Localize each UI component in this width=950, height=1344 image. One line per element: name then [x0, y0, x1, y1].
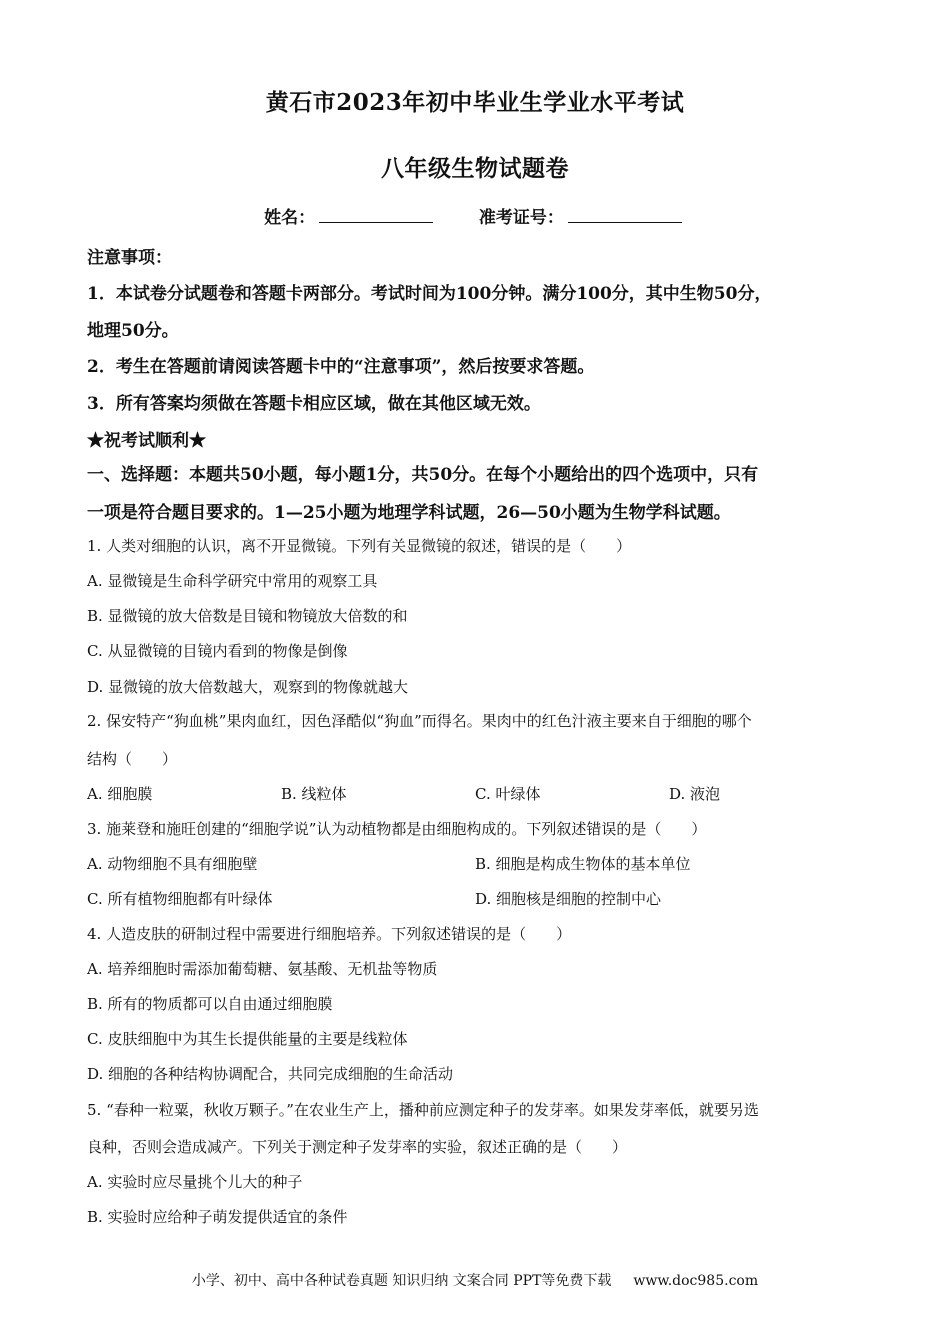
exam-title: 黄石市2023年初中毕业生学业水平考试: [265, 89, 685, 116]
question-1-option-d: D. 显微镜的放大倍数越大，观察到的物像就越大: [87, 678, 409, 696]
question-2-option-b: B. 线粒体: [281, 785, 347, 803]
question-5-stem-cont: 良种，否则会造成减产。下列关于测定种子发芽率的实验，叙述正确的是（ ）: [87, 1138, 628, 1156]
footer-link[interactable]: www.doc985.com: [633, 1273, 759, 1289]
question-1-option-b: B. 显微镜的放大倍数是目镜和物镜放大倍数的和: [87, 607, 408, 625]
question-2-option-d: D. 液泡: [669, 785, 721, 803]
notes-heading: 注意事项：: [87, 248, 172, 268]
note-item-2: 2．考生在答题前请阅读答题卡中的“注意事项”，然后按要求答题。: [87, 357, 595, 377]
question-4-option-b: B. 所有的物质都可以自由通过细胞膜: [87, 995, 333, 1013]
question-4-option-c: C. 皮肤细胞中为其生长提供能量的主要是线粒体: [87, 1030, 408, 1048]
page-footer: [0, 1270, 950, 1290]
ticket-blank: [568, 206, 682, 223]
note-item-1: 1．本试卷分试题卷和答题卡两部分。考试时间为100分钟。满分100分，其中生物50分，: [87, 284, 772, 304]
question-2-option-c: C. 叶绿体: [475, 785, 541, 803]
question-2-stem: 2. 保安特产“狗血桃”果肉血红，因色泽酷似“狗血”而得名。果肉中的红色汁液主要来自于细胞的哪个: [87, 712, 752, 730]
ticket-label: 准考证号：: [478, 208, 564, 228]
question-2-option-a: A. 细胞膜: [87, 785, 153, 803]
note-item-1-cont: 地理50分。: [87, 321, 179, 341]
question-5-stem: 5. “春种一粒粟，秋收万颗子。”在农业生产上，播种前应测定种子的发芽率。如果发芽率低，就要另选: [87, 1101, 759, 1119]
section-instructions-cont: 一项是符合题目要求的。1—25小题为地理学科试题，26—50小题为生物学科试题。: [87, 503, 731, 523]
exam-subtitle: 八年级生物试题卷: [381, 155, 569, 182]
question-4-option-a: A. 培养细胞时需添加葡萄糖、氨基酸、无机盐等物质: [87, 960, 438, 978]
question-3-option-c: C. 所有植物细胞都有叶绿体: [87, 890, 273, 908]
question-3-option-d: D. 细胞核是细胞的控制中心: [475, 890, 662, 908]
good-luck-text: ★祝考试顺利★: [87, 431, 206, 451]
question-3-option-a: A. 动物细胞不具有细胞壁: [87, 855, 258, 873]
name-blank: [319, 206, 433, 223]
question-1-option-a: A. 显微镜是生命科学研究中常用的观察工具: [87, 572, 378, 590]
question-3-stem: 3. 施莱登和施旺创建的“细胞学说”认为动植物都是由细胞构成的。下列叙述错误的是（ ）: [87, 820, 707, 838]
question-1-option-c: C. 从显微镜的目镜内看到的物像是倒像: [87, 642, 348, 660]
question-3-option-b: B. 细胞是构成生物体的基本单位: [475, 855, 691, 873]
note-item-3: 3．所有答案均须做在答题卡相应区域，做在其他区域无效。: [87, 394, 541, 414]
question-4-option-d: D. 细胞的各种结构协调配合，共同完成细胞的生命活动: [87, 1065, 454, 1083]
question-5-option-a: A. 实验时应尽量挑个儿大的种子: [87, 1173, 303, 1191]
question-2-stem-cont: 结构（ ）: [87, 750, 178, 768]
candidate-info: [0, 203, 950, 228]
question-1-stem: 1. 人类对细胞的认识，离不开显微镜。下列有关显微镜的叙述，错误的是（ ）: [87, 537, 632, 555]
section-instructions: 一、选择题：本题共50小题，每小题1分，共50分。在每个小题给出的四个选项中，只有: [87, 465, 759, 485]
question-5-option-b: B. 实验时应给种子萌发提供适宜的条件: [87, 1208, 348, 1226]
question-4-stem: 4. 人造皮肤的研制过程中需要进行细胞培养。下列叙述错误的是（ ）: [87, 925, 572, 943]
footer-text: 小学、初中、高中各种试卷真题 知识归纳 文案合同 PPT等免费下载: [191, 1273, 612, 1289]
name-label: 姓名：: [264, 208, 316, 228]
